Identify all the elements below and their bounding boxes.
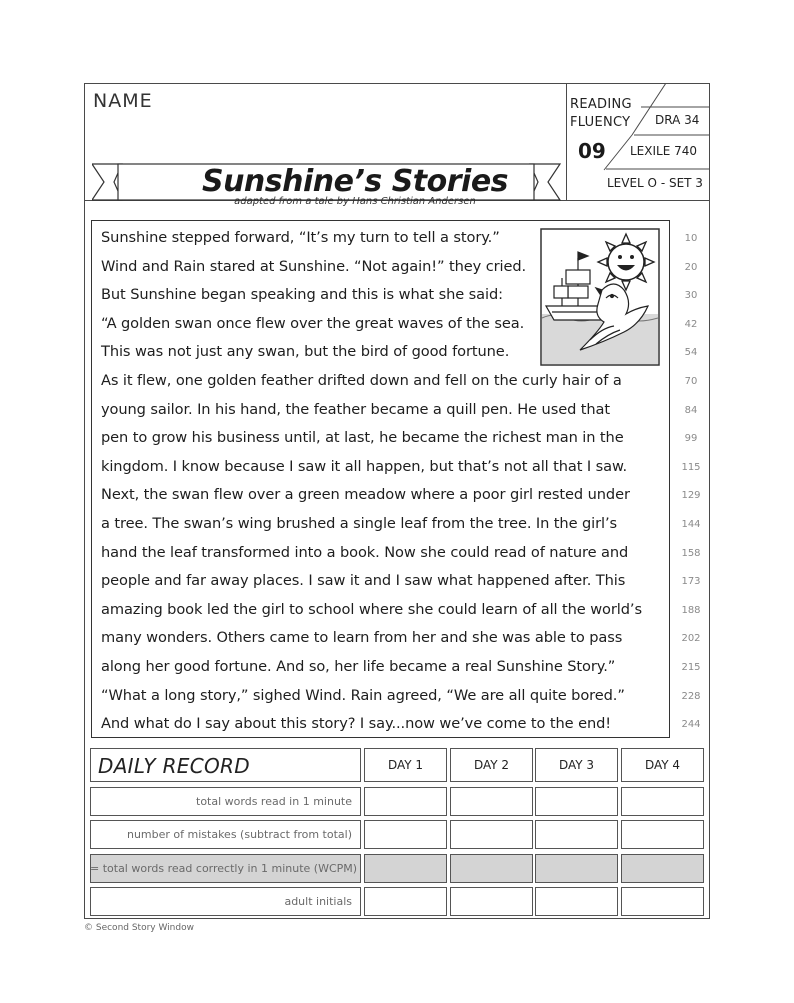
sun-icon — [598, 234, 654, 290]
copyright: © Second Story Window — [84, 923, 194, 933]
story-line: many wonders. Others came to learn from her and she was able to pass — [101, 629, 623, 647]
story-line: And what do I say about this story? I say...now we’ve come to the end! — [101, 715, 612, 733]
record-entry-cell[interactable] — [621, 820, 704, 849]
sun-ship-swan-illustration — [540, 228, 660, 366]
story-line: But Sunshine began speaking and this is what she said: — [101, 286, 503, 304]
story-line: Sunshine stepped forward, “It’s my turn to tell a story.” — [101, 229, 500, 246]
word-count: 99 — [684, 433, 698, 445]
story-line: people and far away places. I saw it and I saw what happened after. This — [101, 572, 626, 590]
record-entry-cell[interactable] — [535, 854, 618, 883]
lexile-level: LEXILE 740 — [630, 144, 698, 158]
word-count: 215 — [681, 662, 701, 673]
record-entry-cell[interactable] — [535, 887, 618, 916]
word-count: 188 — [681, 604, 701, 616]
reading-fluency-label — [570, 96, 632, 132]
record-row-label: number of mistakes (subtract from total) — [126, 828, 352, 841]
passage-number: 09 — [578, 139, 606, 163]
word-count: 20 — [684, 261, 698, 273]
record-row-label: adult initials — [284, 895, 352, 908]
record-entry-cell[interactable] — [621, 854, 704, 883]
word-count: 10 — [684, 233, 698, 244]
day-header-label: DAY 3 — [558, 758, 595, 772]
story-line: pen to grow his business until, at last, he became the richest man in the — [101, 429, 624, 447]
record-entry-cell[interactable] — [450, 854, 533, 883]
story-line: Next, the swan flew over a green meadow where a poor girl rested under — [101, 486, 630, 504]
word-count: 70 — [684, 376, 698, 387]
word-count: 173 — [681, 576, 701, 588]
word-count: 129 — [681, 490, 701, 502]
word-count: 228 — [681, 690, 701, 702]
story-line: young sailor. In his hand, the feather became a quill pen. He used that — [101, 400, 611, 418]
story-line: “What a long story,” sighed Wind. Rain agreed, “We are all quite bored.” — [101, 686, 625, 704]
record-entry-cell[interactable] — [621, 887, 704, 916]
reading-label-line1: READING — [570, 97, 632, 112]
record-entry-cell[interactable] — [621, 787, 704, 816]
level-set: LEVEL O - SET 3 — [607, 176, 703, 190]
daily-record-title: DAILY RECORD — [98, 754, 250, 778]
record-entry-cell[interactable] — [450, 787, 533, 816]
story-line: Wind and Rain stared at Sunshine. “Not again!” they cried. — [101, 257, 527, 275]
word-count: 54 — [684, 347, 698, 359]
word-count: 202 — [681, 633, 701, 645]
record-entry-cell[interactable] — [450, 887, 533, 916]
record-entry-cell[interactable] — [364, 887, 447, 916]
record-entry-cell[interactable] — [364, 854, 447, 883]
day-header-label: DAY 1 — [387, 758, 424, 772]
story-title: Sunshine’s Stories — [201, 164, 509, 199]
story-line: As it flew, one golden feather drifted down and fell on the curly hair of a — [101, 372, 622, 389]
word-count: 244 — [681, 719, 701, 731]
story-line: amazing book led the girl to school where she could learn of all the world’s — [101, 600, 642, 618]
story-line: kingdom. I know because I saw it all happen, but that’s not all that I saw. — [101, 457, 628, 475]
word-count: 42 — [684, 318, 698, 330]
reading-label-line2: FLUENCY — [570, 115, 631, 130]
day-header-label: DAY 4 — [644, 758, 681, 772]
record-entry-cell[interactable] — [364, 787, 447, 816]
story-line: This was not just any swan, but the bird of good fortune. — [101, 343, 510, 361]
word-count: 115 — [681, 461, 701, 473]
day-header-label: DAY 2 — [473, 758, 510, 772]
word-count: 144 — [681, 519, 701, 530]
word-count: 84 — [684, 404, 698, 416]
story-line: “A golden swan once flew over the great waves of the sea. — [101, 314, 525, 332]
record-entry-cell[interactable] — [364, 820, 447, 849]
story-line: hand the leaf transformed into a book. Now she could read of nature and — [101, 543, 629, 561]
record-entry-cell[interactable] — [535, 820, 618, 849]
story-subtitle: adapted from a tale by Hans Christian Andersen — [234, 196, 476, 207]
story-line: a tree. The swan’s wing brushed a single leaf from the tree. In the girl’s — [101, 515, 618, 532]
record-entry-cell[interactable] — [450, 820, 533, 849]
name-field-label: NAME — [93, 90, 153, 112]
story-line: along her good fortune. And so, her life became a real Sunshine Story.” — [101, 658, 616, 675]
record-row-label: total words read in 1 minute — [196, 795, 352, 808]
word-count: 30 — [684, 290, 698, 302]
record-row-label: = total words read correctly in 1 minute (WCPM) — [90, 862, 358, 875]
word-count: 158 — [681, 547, 701, 559]
record-entry-cell[interactable] — [535, 787, 618, 816]
dra-level: DRA 34 — [655, 113, 700, 127]
